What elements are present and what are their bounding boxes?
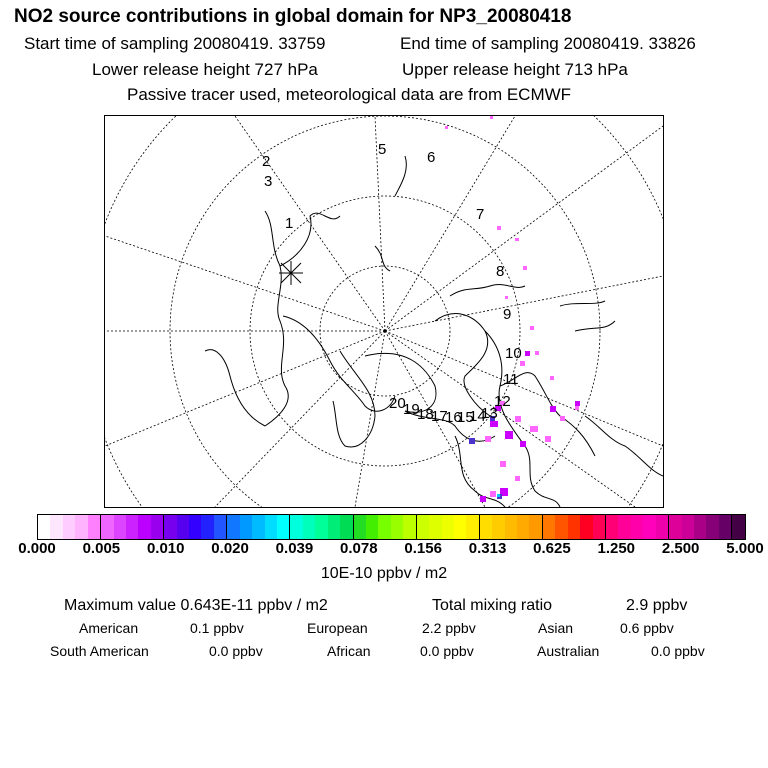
- label-13: 13: [481, 405, 498, 422]
- scale-tick-label: 0.039: [275, 540, 314, 557]
- color-swatch: [719, 515, 732, 539]
- region-name-australian: Australian: [537, 643, 600, 659]
- scale-tick-label: 0.010: [146, 540, 185, 557]
- label-11: 11: [503, 371, 519, 388]
- label-1: 1: [285, 215, 294, 232]
- region-value-american: 0.1 ppbv: [190, 620, 244, 636]
- color-swatch: [593, 515, 606, 539]
- color-swatch: [240, 515, 252, 539]
- color-swatch: [328, 515, 340, 539]
- plume-dark: [469, 416, 502, 499]
- color-swatch: [126, 515, 138, 539]
- color-swatch: [315, 515, 327, 539]
- color-swatch: [517, 515, 529, 539]
- label-8: 8: [496, 263, 505, 280]
- scale-tick-label: 0.020: [211, 540, 249, 557]
- max-value: Maximum value 0.643E-11 ppbv / m2: [64, 597, 328, 614]
- color-swatch: [429, 515, 441, 539]
- label-17: 17: [431, 408, 448, 425]
- page-title: NO2 source contributions in global domain for NP3_20080418: [14, 6, 572, 27]
- color-swatch: [227, 515, 239, 539]
- polar-map: [104, 115, 664, 508]
- region-value-south-american: 0.0 ppbv: [209, 643, 263, 659]
- color-swatch: [214, 515, 227, 539]
- lower-release-height: Lower release height 727 hPa: [92, 60, 318, 79]
- end-time: End time of sampling 20080419. 33826: [400, 34, 696, 53]
- color-swatch: [277, 515, 290, 539]
- color-swatch: [492, 515, 504, 539]
- color-swatch: [706, 515, 718, 539]
- color-swatch: [643, 515, 655, 539]
- color-swatch: [391, 515, 403, 539]
- scale-tick-label: 0.156: [404, 540, 442, 557]
- color-swatch: [442, 515, 454, 539]
- color-swatch: [378, 515, 390, 539]
- start-time: Start time of sampling 20080419. 33759: [24, 34, 326, 53]
- label-15: 15: [457, 409, 474, 426]
- color-swatch: [50, 515, 62, 539]
- label-6: 6: [427, 149, 436, 166]
- region-name-african: African: [327, 643, 371, 659]
- region-name-american: American: [79, 620, 139, 636]
- color-swatch: [177, 515, 189, 539]
- tracer-note: Passive tracer used, meteorological data are from ECMWF: [127, 85, 572, 104]
- region-name-south-american: South American: [50, 643, 149, 659]
- color-swatch: [480, 515, 492, 539]
- color-swatch: [606, 515, 618, 539]
- color-swatch: [555, 515, 567, 539]
- color-swatch: [505, 515, 517, 539]
- color-swatch: [138, 515, 150, 539]
- color-swatch: [265, 515, 277, 539]
- color-scale-bar: [37, 514, 746, 540]
- color-swatch: [618, 515, 630, 539]
- color-swatch: [454, 515, 466, 539]
- color-swatch: [568, 515, 580, 539]
- color-swatch: [631, 515, 643, 539]
- color-swatch: [290, 515, 302, 539]
- scale-tick-label: 0.313: [468, 540, 507, 557]
- label-3: 3: [264, 173, 273, 190]
- color-swatch: [164, 515, 176, 539]
- color-swatch: [38, 515, 50, 539]
- scale-tick-label: 0.078: [340, 540, 378, 557]
- total-mixing-label: Total mixing ratio: [432, 597, 553, 614]
- upper-release-height: Upper release height 713 hPa: [402, 60, 628, 79]
- region-value-asian: 0.6 ppbv: [620, 620, 674, 636]
- region-name-european: European: [307, 620, 368, 636]
- total-mixing-value: 2.9 ppbv: [626, 597, 688, 614]
- scale-tick-label: 0.625: [533, 540, 571, 557]
- label-10: 10: [505, 345, 522, 362]
- color-swatch: [366, 515, 378, 539]
- units-label: 10E-10 ppbv / m2: [320, 565, 448, 582]
- graticule: [105, 116, 663, 507]
- color-swatch: [354, 515, 366, 539]
- color-swatch: [466, 515, 479, 539]
- color-swatch: [682, 515, 694, 539]
- label-20: 20: [389, 395, 406, 412]
- coastlines: [205, 156, 663, 507]
- label-7: 7: [476, 206, 485, 223]
- region-value-african: 0.0 ppbv: [420, 643, 474, 659]
- plume-cyan: [497, 494, 500, 497]
- color-swatch: [101, 515, 113, 539]
- release-marker: [279, 261, 303, 285]
- label-16: 16: [445, 409, 462, 426]
- color-swatch: [114, 515, 126, 539]
- color-swatch: [201, 515, 213, 539]
- color-swatch: [543, 515, 555, 539]
- color-swatch: [529, 515, 542, 539]
- plume-light: [445, 116, 579, 497]
- color-swatch: [340, 515, 353, 539]
- color-swatch: [669, 515, 681, 539]
- color-swatch: [417, 515, 429, 539]
- color-swatch: [88, 515, 101, 539]
- scale-tick-label: 2.500: [661, 540, 700, 557]
- color-swatch: [151, 515, 164, 539]
- color-swatch: [63, 515, 75, 539]
- label-14: 14: [469, 408, 486, 425]
- map-canvas: [105, 116, 663, 507]
- color-swatch: [580, 515, 592, 539]
- color-swatch: [403, 515, 416, 539]
- color-swatch: [732, 515, 744, 539]
- label-12: 12: [494, 393, 511, 410]
- color-swatch: [694, 515, 706, 539]
- label-2: 2: [262, 153, 271, 170]
- scale-tick-label: 0.000: [18, 540, 56, 557]
- color-swatch: [75, 515, 87, 539]
- color-swatch: [303, 515, 315, 539]
- region-value-european: 2.2 ppbv: [422, 620, 476, 636]
- color-swatch: [189, 515, 201, 539]
- trajectory-labels: [262, 141, 522, 426]
- scale-tick-label: 5.000: [726, 540, 764, 557]
- label-18: 18: [417, 406, 434, 423]
- region-value-australian: 0.0 ppbv: [651, 643, 705, 659]
- region-name-asian: Asian: [538, 620, 574, 636]
- label-9: 9: [503, 306, 512, 323]
- label-5: 5: [378, 141, 387, 158]
- label-19: 19: [403, 401, 420, 418]
- scale-tick-label: 1.250: [597, 540, 636, 557]
- scale-tick-label: 0.005: [82, 540, 121, 557]
- color-swatch: [656, 515, 669, 539]
- color-swatch: [252, 515, 264, 539]
